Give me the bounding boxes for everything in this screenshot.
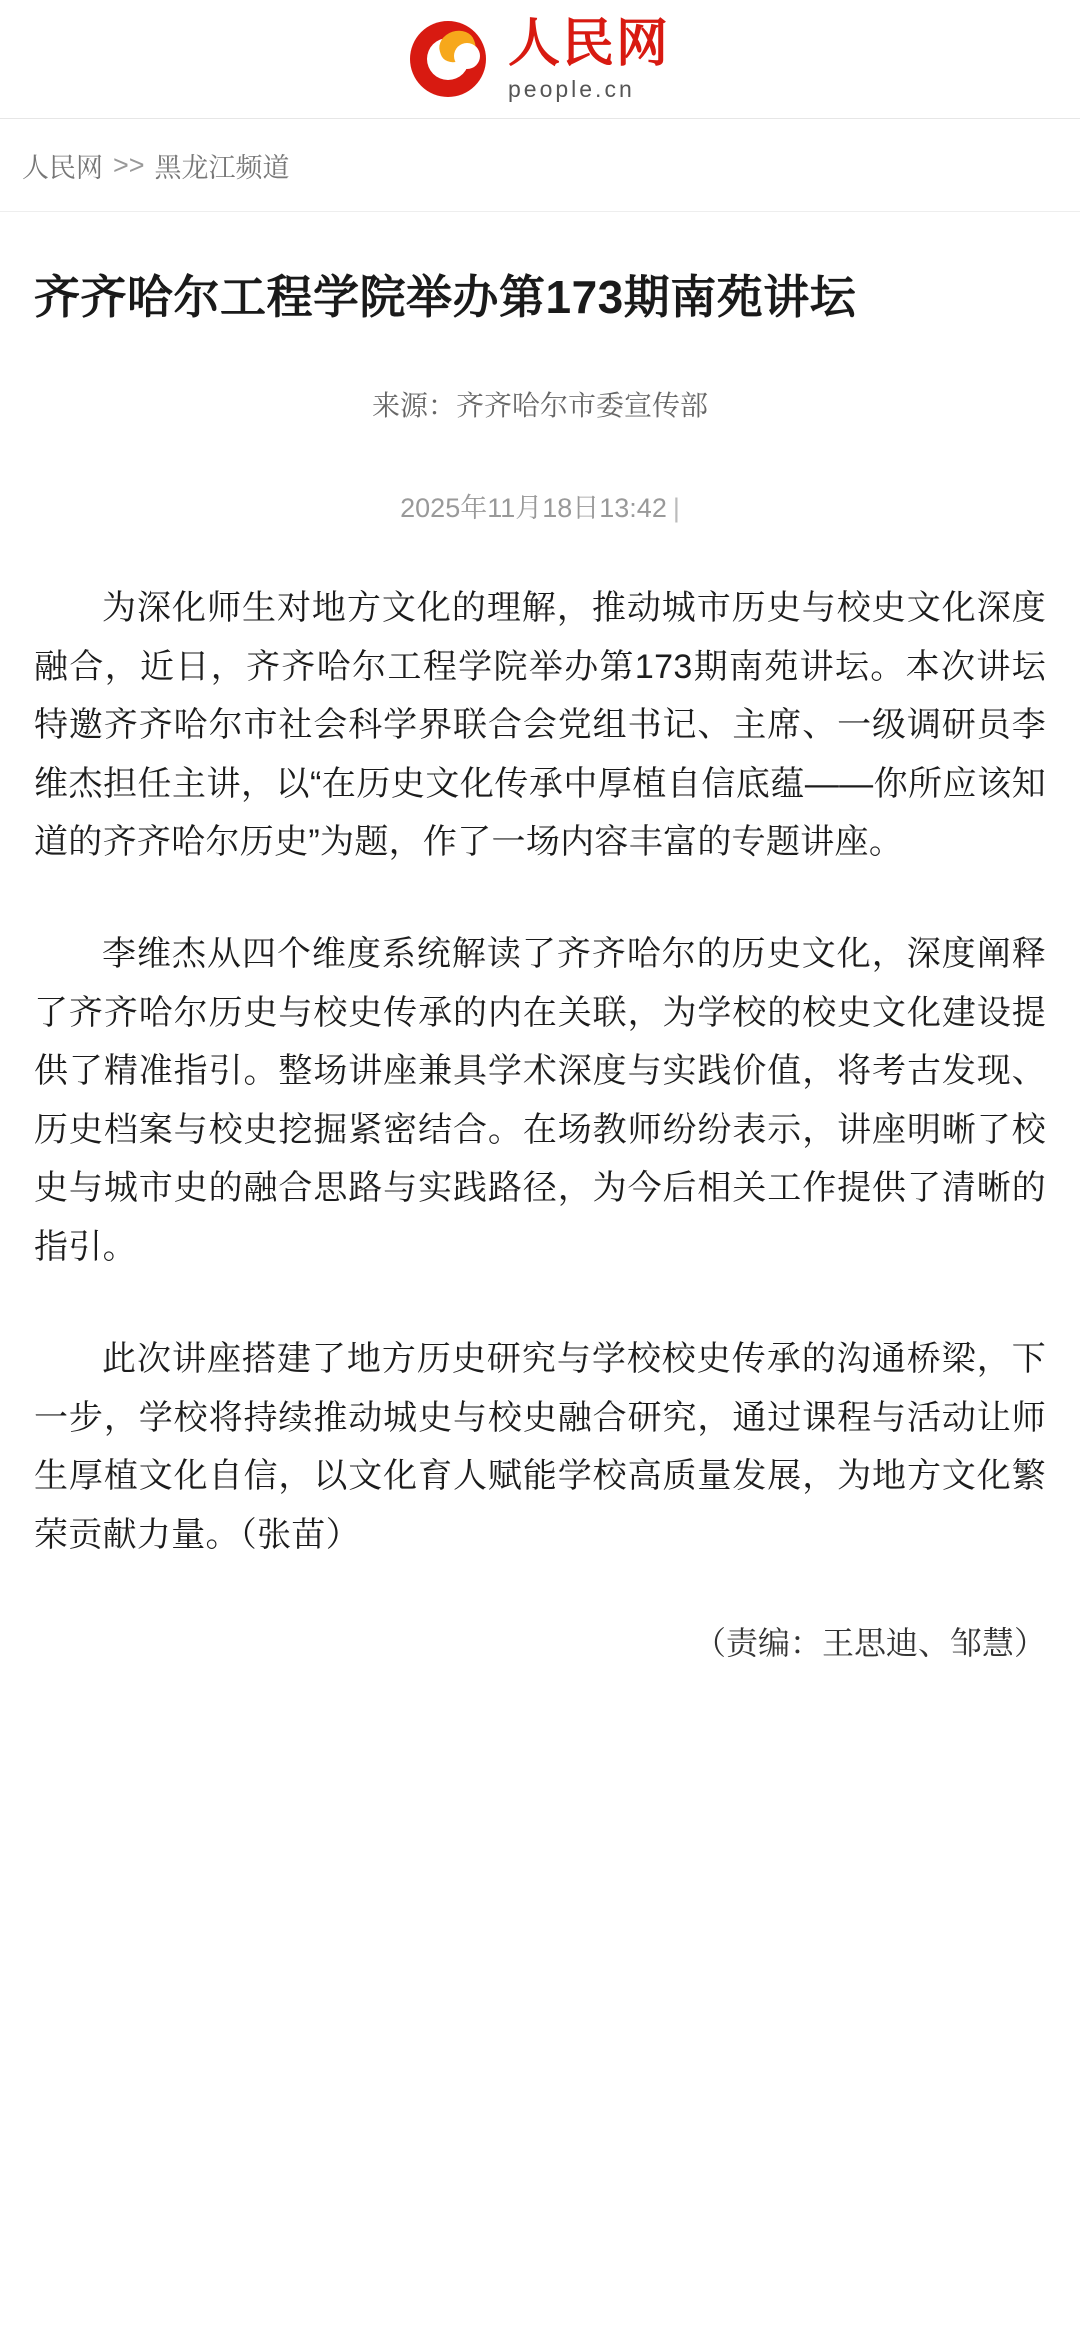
article-paragraph: 李维杰从四个维度系统解读了齐齐哈尔的历史文化，深度阐释了齐齐哈尔历史与校史传承的内在关联，为学校的校史文化建设提供了精准指引。整场讲座兼具学术深度与实践价值，将考古发现、历史档案与校史挖掘紧密结合。在场教师纷纷表示，讲座明晰了校史与城市史的融合思路与实践路径，为今后相关工作提供了清晰的指引。 (34, 935, 1046, 1266)
article-body (30, 579, 1050, 1564)
article-source: 来源：齐齐哈尔市委宣传部 (371, 390, 708, 422)
site-header (0, 0, 1080, 119)
breadcrumb-separator: >> (113, 149, 145, 180)
timestamp-divider: | (672, 493, 680, 524)
logo-title-cn: 人民网 (507, 14, 670, 73)
article-timestamp (30, 486, 1050, 525)
site-logo[interactable] (410, 14, 670, 102)
breadcrumb-item-home[interactable]: 人民网 (22, 152, 103, 183)
article-paragraph: 为深化师生对地方文化的理解，推动城市历史与校史文化深度融合，近日，齐齐哈尔工程学院举办第173期南苑讲坛。本次讲坛特邀齐齐哈尔市社会科学界联合会党组书记、主席、一级调研员李维杰担任主讲，以“在历史文化传承中厚植自信底蕴——你所应该知道的齐齐哈尔历史”为题，作了一场内容丰富的专题讲座。 (34, 589, 1046, 861)
article-timestamp-value: 2025年11月18日13:42 (400, 493, 667, 524)
article-container (0, 212, 1080, 1664)
page-title: 齐齐哈尔工程学院举办第173期南苑讲坛 (34, 271, 857, 323)
article-paragraph: 此次讲座搭建了地方历史研究与学校校史传承的沟通桥梁，下一步，学校将持续推动城史与校史融合研究，通过课程与活动让师生厚植文化自信，以文化育人赋能学校高质量发展，为地方文化繁荣贡献力量。（张苗） (34, 1340, 1046, 1554)
logo-title-en: people.cn (507, 75, 635, 102)
breadcrumb-item-current[interactable]: 黑龙江频道 (154, 152, 290, 183)
people-cn-logo-icon (410, 17, 494, 101)
article-editor-note: （责编：王思迪、邹慧） (693, 1625, 1046, 1662)
breadcrumb (0, 119, 1080, 212)
logo-text (507, 14, 670, 102)
